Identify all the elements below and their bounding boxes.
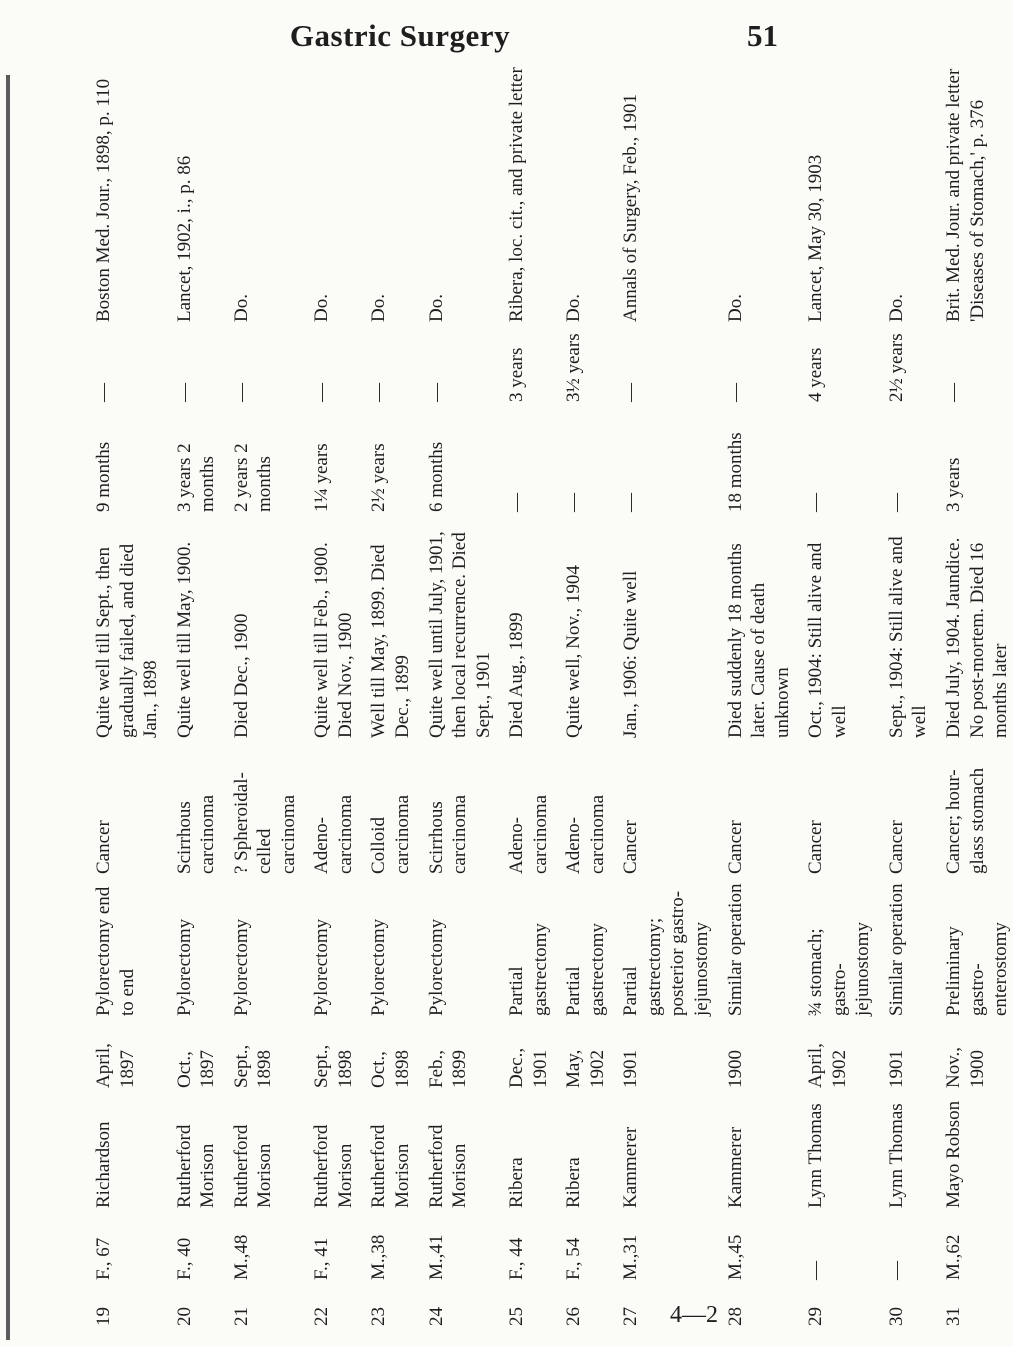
operation-cell: Partial gastrectomy <box>563 923 608 1016</box>
case-number-cell: 27 <box>620 1307 642 1326</box>
result-cell: Died Dec., 1900 <box>230 613 252 738</box>
rotated-table-container <box>92 67 1012 1330</box>
operation-date-cell: 1900 <box>724 1050 746 1088</box>
duration-cell: — <box>885 493 907 512</box>
reference-cell: Lancet, 1902, i., p. 86 <box>173 155 195 322</box>
table-row <box>300 20 357 1330</box>
operation-date-cell: Sept., 1898 <box>230 1044 276 1088</box>
page-number: 51 <box>747 18 778 53</box>
recurrence-free-cell: — <box>942 383 964 402</box>
reference-cell: Do. <box>311 294 333 322</box>
sex-age-cell: F., 54 <box>563 1237 585 1280</box>
recurrence-free-cell: 2½ years <box>885 333 907 402</box>
operation-date-cell: April, 1897 <box>93 1043 138 1088</box>
operation-cell: Pylorectomy end to end <box>93 886 138 1016</box>
sex-age-cell: M.,48 <box>230 1234 252 1280</box>
operation-cell: Pylorectomy <box>425 918 447 1016</box>
pathology-cell: Adeno-carcinoma <box>563 794 608 874</box>
table-row <box>609 20 713 1330</box>
recurrence-free-cell: — <box>620 383 642 402</box>
operation-date-cell: Dec., 1901 <box>506 1047 551 1088</box>
case-number-cell: 30 <box>885 1307 907 1326</box>
operation-cell: Partial gastrectomy <box>506 923 551 1016</box>
reference-cell: Do. <box>563 294 585 322</box>
surgeon-cell: Mayo Robson <box>942 1100 964 1208</box>
recurrence-free-cell: — <box>368 383 390 402</box>
table-row <box>357 20 414 1330</box>
surgeon-cell: Richardson <box>93 1121 114 1208</box>
result-cell: Quite well till May, 1900. <box>173 541 195 738</box>
operation-date-cell: Feb., 1899 <box>425 1050 471 1088</box>
result-cell: Died July, 1904. Jaundice. No post-mortem. Died 16 months later <box>942 537 1012 738</box>
operation-cell: Partial gastrectomy; posterior gastro-jejunostomy <box>620 890 713 1016</box>
sex-age-cell: — <box>885 1261 907 1280</box>
table-row <box>552 20 609 1330</box>
sex-age-cell: M.,38 <box>368 1234 390 1280</box>
pathology-cell: Cancer; hour-glass stomach <box>942 767 988 874</box>
case-number-cell: 28 <box>724 1307 746 1326</box>
recurrence-free-cell: — <box>724 383 746 402</box>
surgeon-cell: Ribera <box>506 1157 528 1208</box>
table-row <box>932 20 1013 1330</box>
operation-date-cell: April, 1902 <box>805 1043 850 1088</box>
table-row <box>875 20 932 1330</box>
recurrence-free-cell: 4 years <box>805 347 827 402</box>
case-number-cell: 25 <box>506 1307 528 1326</box>
case-number-cell: 31 <box>942 1307 964 1326</box>
table-row <box>415 20 496 1330</box>
pathology-cell: Adeno-carcinoma <box>506 794 551 874</box>
recurrence-free-cell: — <box>230 383 252 402</box>
result-cell: Quite well until July, 1901, then local recurrence. Died Sept., 1901 <box>425 531 494 738</box>
reference-cell: Do. <box>368 294 390 322</box>
result-cell: Died Aug., 1899 <box>506 612 528 738</box>
sex-age-cell: M.,41 <box>425 1234 447 1280</box>
sex-age-cell: — <box>805 1261 827 1280</box>
operation-date-cell: Oct., 1897 <box>173 1050 219 1088</box>
result-cell: Quite well till Feb., 1900. Died Nov., 1900 <box>311 542 356 738</box>
surgeon-cell: Rutherford Morison <box>311 1124 356 1208</box>
case-number-cell: 24 <box>425 1307 447 1326</box>
duration-cell: 1¼ years <box>311 443 333 512</box>
sex-age-cell: M.,45 <box>724 1234 746 1280</box>
surgeon-cell: Ribera <box>563 1157 585 1208</box>
surgeon-cell: Lynn Thomas <box>805 1103 827 1208</box>
table-row <box>714 20 795 1330</box>
table-row <box>92 20 163 1330</box>
operation-date-cell: Oct., 1898 <box>368 1050 414 1088</box>
reference-cell: Do. <box>425 294 447 322</box>
sex-age-cell: F., 44 <box>506 1237 528 1280</box>
duration-cell: 3 years <box>942 457 964 512</box>
duration-cell: — <box>805 493 827 512</box>
operation-cell: Pylorectomy <box>311 918 333 1016</box>
result-cell: Died suddenly 18 months later. Cause of death unknown <box>724 543 793 738</box>
reference-cell: Do. <box>724 294 746 322</box>
operation-date-cell: 1901 <box>885 1050 907 1088</box>
pathology-cell: Cancer <box>885 820 907 874</box>
pathology-cell: Cancer <box>724 820 746 874</box>
case-number-cell: 22 <box>311 1307 333 1326</box>
reference-cell: Ribera, loc. cit., and private letter <box>506 67 528 322</box>
sex-age-cell: M.,31 <box>620 1234 642 1280</box>
operation-cell: ¾ stomach; gastro-jejunostomy <box>805 922 874 1016</box>
signature-mark: 4—2 <box>670 1302 718 1328</box>
case-number-cell: 29 <box>805 1307 827 1326</box>
duration-cell: — <box>620 493 642 512</box>
case-number-cell: 19 <box>93 1307 114 1326</box>
surgeon-cell: Rutherford Morison <box>173 1124 219 1208</box>
duration-cell: 3 years 2 months <box>173 443 219 512</box>
reference-cell: Lancet, May 30, 1903 <box>805 154 827 322</box>
pathology-cell: Scirrhous carcinoma <box>425 794 471 874</box>
result-cell: Quite well, Nov., 1904 <box>563 565 585 738</box>
operation-cell: Pylorectomy <box>368 918 390 1016</box>
pathology-cell: Adeno-carcinoma <box>311 794 356 874</box>
case-number-cell: 26 <box>563 1307 585 1326</box>
table-row <box>220 20 301 1330</box>
table-row <box>495 20 552 1330</box>
recurrence-free-cell: — <box>311 383 333 402</box>
duration-cell: — <box>506 493 528 512</box>
pathology-cell: Colloid carcinoma <box>368 794 414 874</box>
reference-cell: Brit. Med. Jour. and private letter 'Diseases of Stomach,' p. 376 <box>942 68 988 322</box>
table-row <box>794 20 875 1330</box>
reference-cell: Do. <box>230 294 252 322</box>
surgeon-cell: Kammerer <box>724 1126 746 1208</box>
surgeon-cell: Kammerer <box>620 1126 642 1208</box>
duration-cell: 2 years 2 months <box>230 443 276 512</box>
operation-cell: Similar operation <box>724 883 746 1016</box>
surgeon-cell: Lynn Thomas <box>885 1103 907 1208</box>
sex-age-cell: F., 67 <box>93 1237 114 1280</box>
running-title: Gastric Surgery <box>289 18 511 53</box>
pathology-cell: ? Spheroidal-celled carcinoma <box>230 772 299 874</box>
reference-cell: Do. <box>885 294 907 322</box>
result-cell: Sept., 1904: Still alive and well <box>885 536 931 738</box>
operation-date-cell: Sept., 1898 <box>311 1044 356 1088</box>
pathology-cell: Cancer <box>620 820 642 874</box>
result-cell: Jan., 1906: Quite well <box>620 570 642 738</box>
operation-cell: Similar operation <box>885 883 907 1016</box>
pathology-cell: Scirrhous carcinoma <box>173 794 219 874</box>
operation-date-cell: 1901 <box>620 1050 642 1088</box>
case-table <box>92 20 1013 1330</box>
duration-cell: 6 months <box>425 441 447 512</box>
pathology-cell: Cancer <box>93 820 114 874</box>
sex-age-cell: M.,62 <box>942 1234 964 1280</box>
duration-cell: 18 months <box>724 432 746 512</box>
case-number-cell: 23 <box>368 1307 390 1326</box>
recurrence-free-cell: 3 years <box>506 347 528 402</box>
operation-cell: Pylorectomy <box>230 918 252 1016</box>
result-cell: Quite well till Sept., then gradually failed, and died Jan., 1898 <box>93 543 162 738</box>
result-cell: Oct., 1904: Still alive and well <box>805 542 850 738</box>
duration-cell: — <box>563 493 585 512</box>
reference-cell: Boston Med. Jour., 1898, p. 110 <box>93 78 114 322</box>
duration-cell: 9 months <box>93 441 114 512</box>
operation-cell: Preliminary gastro-enterostomy <box>942 922 1012 1016</box>
operation-date-cell: May, 1902 <box>563 1049 608 1088</box>
reference-cell: Annals of Surgery, Feb., 1901 <box>620 94 642 322</box>
surgeon-cell: Rutherford Morison <box>425 1124 471 1208</box>
sex-age-cell: F., 41 <box>311 1237 333 1280</box>
binding-edge <box>6 75 10 1340</box>
case-number-cell: 20 <box>173 1307 195 1326</box>
operation-date-cell: Nov., 1900 <box>942 1047 988 1088</box>
recurrence-free-cell: — <box>173 383 195 402</box>
case-table-body <box>92 20 1013 1330</box>
surgeon-cell: Rutherford Morison <box>368 1124 414 1208</box>
surgeon-cell: Rutherford Morison <box>230 1124 276 1208</box>
recurrence-free-cell: 3½ years <box>563 333 585 402</box>
table-row <box>163 20 220 1330</box>
operation-cell: Pylorectomy <box>173 918 195 1016</box>
case-number-cell: 21 <box>230 1307 252 1326</box>
sex-age-cell: F., 40 <box>173 1237 195 1280</box>
duration-cell: 2½ years <box>368 443 390 512</box>
pathology-cell: Cancer <box>805 820 827 874</box>
recurrence-free-cell: — <box>425 383 447 402</box>
result-cell: Well till May, 1899. Died Dec., 1899 <box>368 544 414 738</box>
recurrence-free-cell: — <box>93 383 114 402</box>
